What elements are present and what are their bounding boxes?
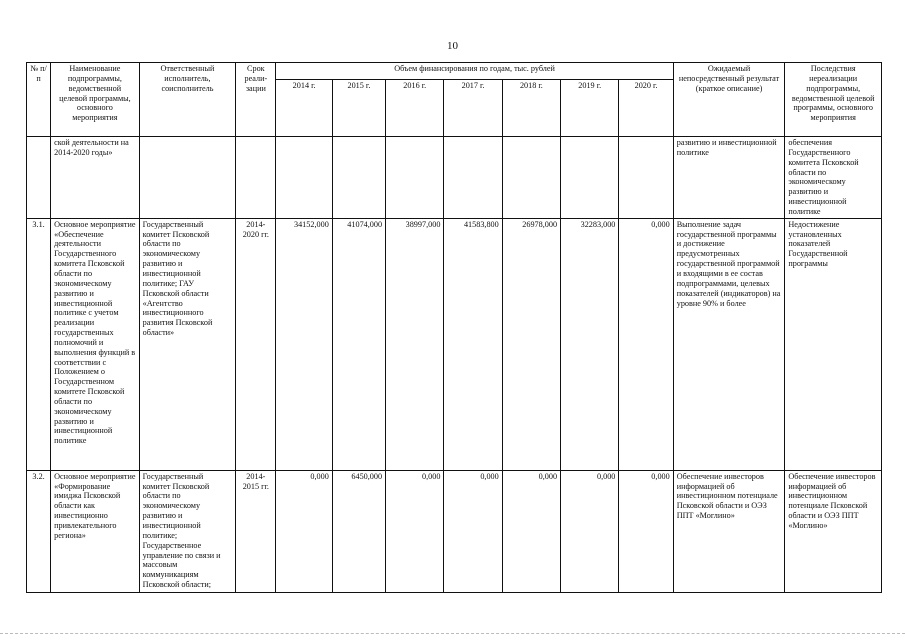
header-year: 2018 г. [502, 80, 560, 137]
header-year: 2019 г. [561, 80, 619, 137]
cell-num: 3.1. [27, 218, 51, 470]
cell-term [236, 137, 276, 219]
table-row-continuation [27, 137, 882, 219]
cell-result: Выполнение задач государственной программы и достижение предусмотренных государственной программой и входящими в ее состав подпрограммами, целевых показателей (индикаторов) на уровне 90% и более [673, 218, 785, 470]
cell-value: 41583,800 [444, 218, 502, 470]
cell-num [27, 137, 51, 219]
cell-value: 34152,000 [276, 218, 332, 470]
cell-value: 26978,000 [502, 218, 560, 470]
page-number: 10 [447, 40, 458, 52]
cell-value [276, 137, 332, 219]
cell-name: Основное мероприятие «Обеспечение деятельности Государственного комитета Псковской области по экономическому развитию и инвестиционной политике с учетом реализации государственных полномочий и выполнения функций в соответствии с Положением о Государственном комитете Псковской области по экономическому развитию и инвестиционной политике [51, 218, 140, 470]
cell-value [619, 137, 673, 219]
header-funding: Объем финансирования по годам, тыс. рублей [276, 63, 673, 80]
cell-value: 0,000 [444, 470, 502, 592]
cell-result: развитию и инвестиционной политике [673, 137, 785, 219]
cell-consequences: Недостижение установленных показателей Государственной программы [785, 218, 882, 470]
cell-consequences: Обеспечение инвесторов информацией об инвестиционном потенциале Псковской области и ОЭЗ ППТ «Моглино» [785, 470, 882, 592]
header-term: Срок реали-зации [236, 63, 276, 137]
header-year: 2016 г. [386, 80, 444, 137]
table-row [27, 218, 882, 470]
cell-num: 3.2. [27, 470, 51, 592]
header-year: 2017 г. [444, 80, 502, 137]
header-result: Ожидаемый непосредственный результат (краткое описание) [673, 63, 785, 137]
cell-name: ской деятельности на 2014-2020 годы» [51, 137, 140, 219]
cell-value: 32283,000 [561, 218, 619, 470]
cell-result: Обеспечение инвесторов информацией об инвестиционном потенциале Псковской области и ОЭЗ ППТ «Моглино» [673, 470, 785, 592]
header-year: 2015 г. [332, 80, 385, 137]
cell-term: 2014-2015 гг. [236, 470, 276, 592]
cell-consequences: обеспечения Государственного комитета Псковской области по экономическому развитию и инвестиционной политике [785, 137, 882, 219]
header-consequences: Последствия нереализации подпрограммы, ведомственной целевой программы, основного мероприятия [785, 63, 882, 137]
cell-value [332, 137, 385, 219]
header-num: № п/п [27, 63, 51, 137]
cell-executor: Государственный комитет Псковской области по экономическому развитию и инвестиционной политике; ГАУ Псковской области «Агентство инвестиционного развития Псковской области» [139, 218, 236, 470]
header-executor: Ответственный исполнитель, соисполнитель [139, 63, 236, 137]
cell-value: 6450,000 [332, 470, 385, 592]
cell-term: 2014-2020 гг. [236, 218, 276, 470]
cell-value: 0,000 [619, 470, 673, 592]
page-bottom-rule [0, 633, 905, 634]
header-row [27, 63, 882, 80]
cell-value [444, 137, 502, 219]
header-year: 2020 г. [619, 80, 673, 137]
cell-value [386, 137, 444, 219]
cell-value: 0,000 [386, 470, 444, 592]
program-table [26, 62, 882, 593]
cell-value: 41074,000 [332, 218, 385, 470]
cell-name: Основное мероприятие «Формирование имиджа Псковской области как инвестиционно привлекательного региона» [51, 470, 140, 592]
cell-value: 0,000 [561, 470, 619, 592]
table-row [27, 470, 882, 592]
cell-value: 0,000 [619, 218, 673, 470]
cell-value: 38997,000 [386, 218, 444, 470]
cell-value [502, 137, 560, 219]
header-name: Наименование подпрограммы, ведомственной целевой программы, основного мероприятия [51, 63, 140, 137]
cell-value [561, 137, 619, 219]
cell-value: 0,000 [502, 470, 560, 592]
cell-value: 0,000 [276, 470, 332, 592]
header-year: 2014 г. [276, 80, 332, 137]
cell-executor [139, 137, 236, 219]
cell-executor: Государственный комитет Псковской области по экономическому развитию и инвестиционной политике; Государственное управление по связи и массовым коммуникациям Псковской области; [139, 470, 236, 592]
